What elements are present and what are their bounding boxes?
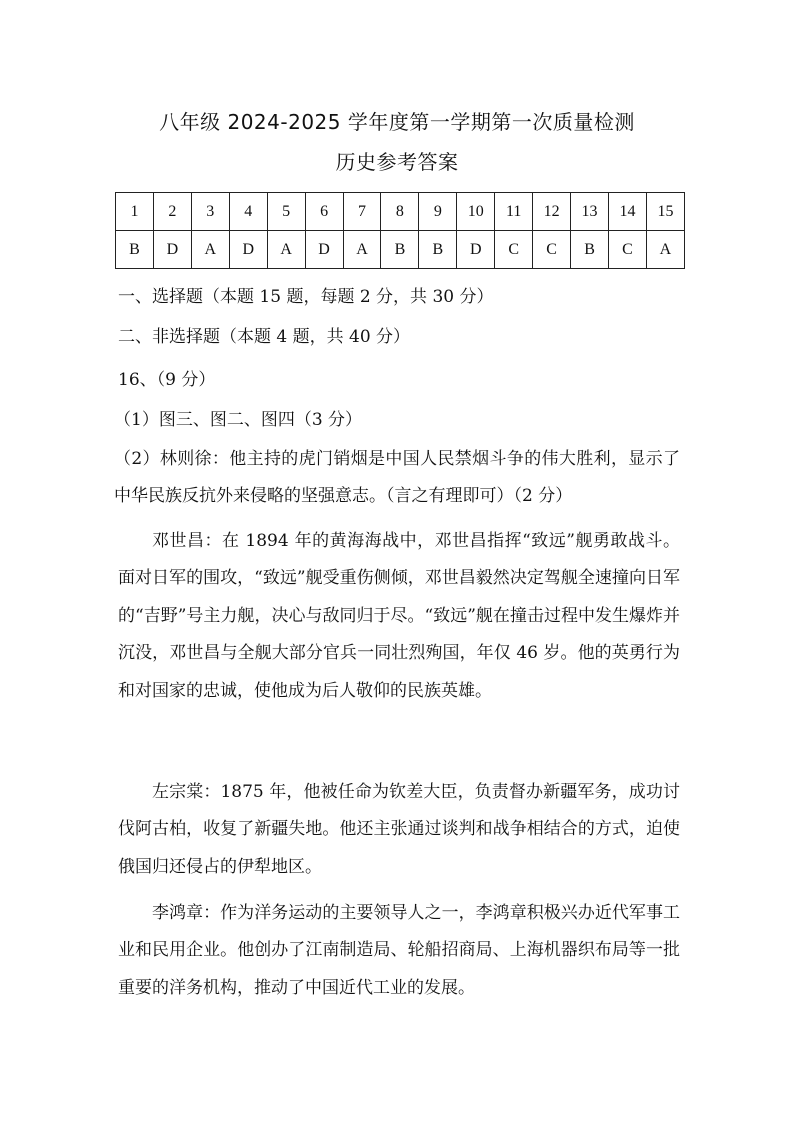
paragraph-zuo-zongtang: 左宗棠：1875 年，他被任命为钦差大臣，负责督办新疆军务，成功讨伐阿古柏，收复了新疆失地。他还主张通过谈判和战争相结合的方式，迫使俄国归还侵占的伊犁地区。 <box>118 782 680 877</box>
answer-cell: D <box>305 231 343 269</box>
answer-cell: C <box>495 231 533 269</box>
question-number-cell: 15 <box>646 193 684 231</box>
question-number-cell: 2 <box>153 193 191 231</box>
paragraph-deng-shichang: 邓世昌：在 1894 年的黄海海战中，邓世昌指挥“致远”舰勇敢战斗。面对日军的围攻，“致远”舰受重伤侧倾，邓世昌毅然决定驾舰全速撞向日军的“吉野”号主力舰，决心与敌同归于尽。“致远”舰在撞击过程中发生爆炸并沉没，邓世昌与全舰大部分官兵一同壮烈殉国，年仅 46 岁。他的英勇行为和对国家的忠诚，使他成为后人敬仰的民族英雄。 <box>118 531 680 701</box>
answer-cell: B <box>419 231 457 269</box>
answer-cell: B <box>381 231 419 269</box>
question-16-part-2: （2）林则徐：他主持的虎门销烟是中国人民禁烟斗争的伟大胜利，显示了中华民族反抗外来侵略的坚强意志。（言之有理即可）（2 分） <box>114 449 680 507</box>
answer-cell: A <box>267 231 305 269</box>
question-number-cell: 5 <box>267 193 305 231</box>
answer-cell: A <box>646 231 684 269</box>
answer-cell: A <box>191 231 229 269</box>
question-number-cell: 1 <box>116 193 154 231</box>
question-number-cell: 10 <box>457 193 495 231</box>
section-choice-heading: 一、选择题（本题 15 题，每题 2 分，共 30 分） <box>118 287 494 307</box>
answer-cell: A <box>343 231 381 269</box>
question-number-row <box>116 193 685 231</box>
question-number-cell: 7 <box>343 193 381 231</box>
question-number-cell: 13 <box>571 193 609 231</box>
page-title: 八年级 2024-2025 学年度第一学期第一次质量检测 <box>159 110 635 134</box>
answer-cell: B <box>571 231 609 269</box>
question-number-cell: 4 <box>229 193 267 231</box>
question-number-cell: 12 <box>533 193 571 231</box>
answer-cell: C <box>533 231 571 269</box>
section-nonchoice-heading: 二、非选择题（本题 4 题，共 40 分） <box>118 327 411 347</box>
page-subtitle: 历史参考答案 <box>335 150 459 174</box>
answer-cell: B <box>116 231 154 269</box>
answer-table <box>115 192 685 269</box>
question-number-cell: 3 <box>191 193 229 231</box>
answer-row <box>116 231 685 269</box>
paragraph-li-hongzhang: 李鸿章：作为洋务运动的主要领导人之一，李鸿章积极兴办近代军事工业和民用企业。他创办了江南制造局、轮船招商局、上海机器织布局等一批重要的洋务机构，推动了中国近代工业的发展。 <box>118 903 680 998</box>
question-number-cell: 14 <box>608 193 646 231</box>
answer-cell: D <box>153 231 191 269</box>
question-number-cell: 8 <box>381 193 419 231</box>
question-number-cell: 9 <box>419 193 457 231</box>
answer-cell: D <box>229 231 267 269</box>
answer-cell: C <box>608 231 646 269</box>
answer-cell: D <box>457 231 495 269</box>
question-16-heading: 16、（9 分） <box>118 370 216 390</box>
question-number-cell: 11 <box>495 193 533 231</box>
question-16-part-1: （1）图三、图二、图四（3 分） <box>114 410 363 430</box>
question-number-cell: 6 <box>305 193 343 231</box>
